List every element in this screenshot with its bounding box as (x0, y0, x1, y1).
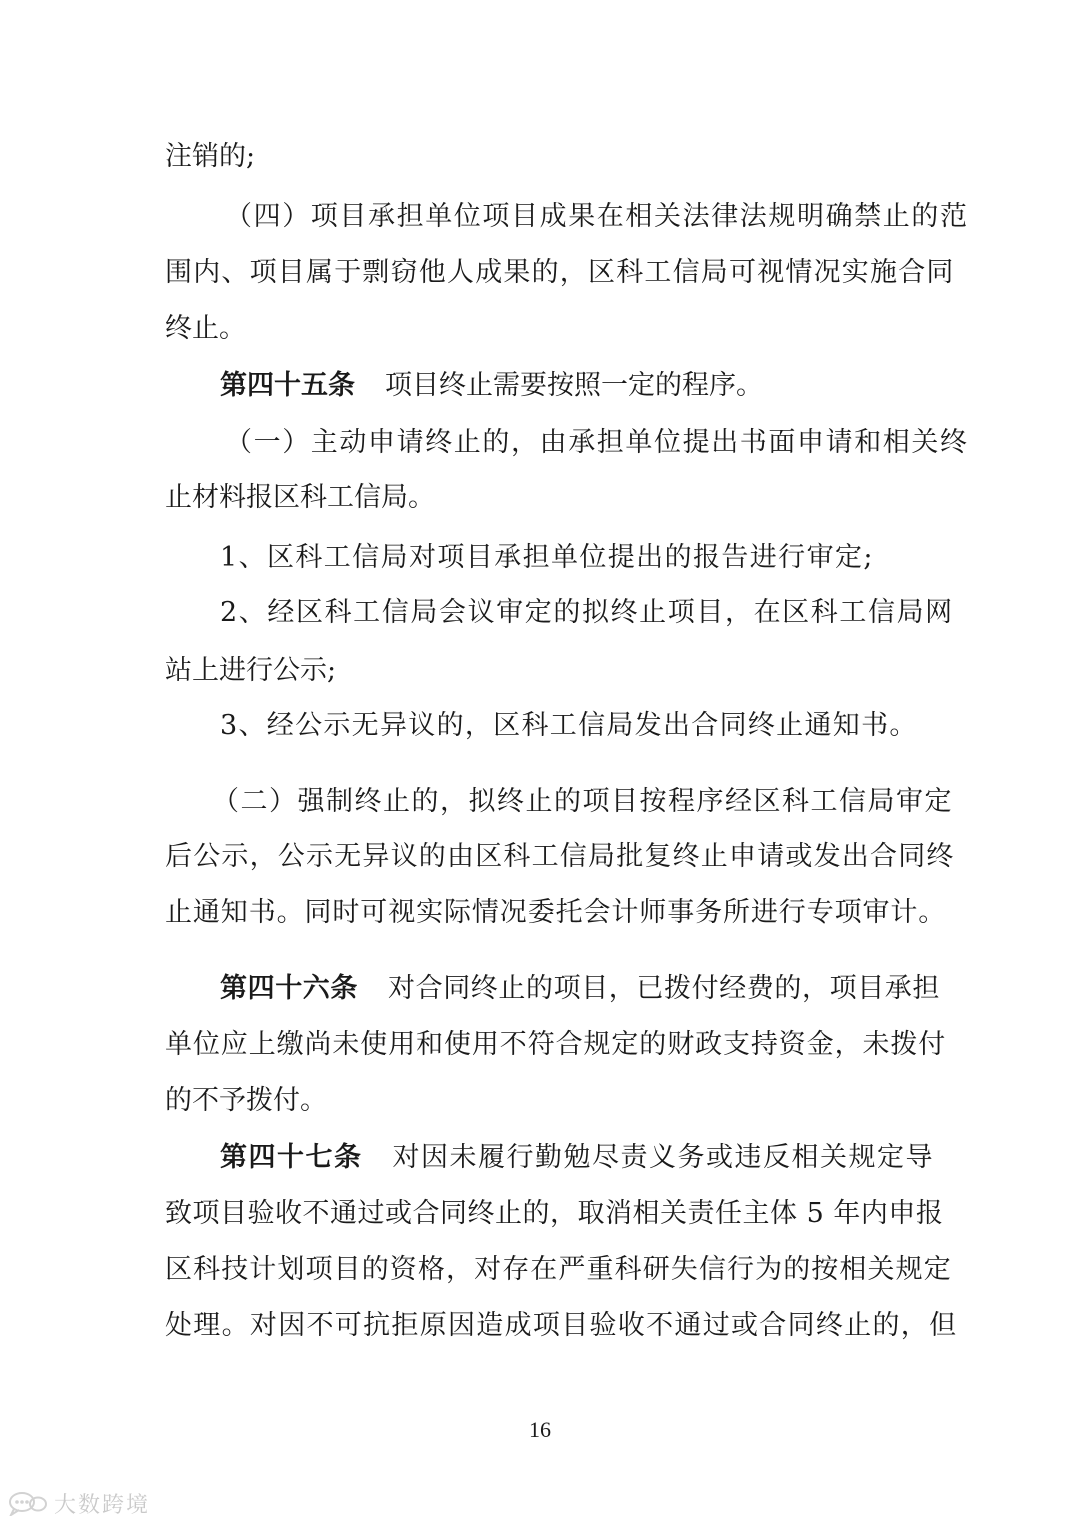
article-47 (220, 1141, 934, 1175)
paragraph-line: 区科技计划项目的资格，对存在严重科研失信行为的按相关规定 (165, 1254, 952, 1285)
paragraph-line: 终止。 (165, 313, 246, 344)
paragraph-line: 的不予拨付。 (165, 1085, 327, 1116)
paragraph-line: 围内、项目属于剽窃他人成果的，区科工信局可视情况实施合同 (165, 257, 955, 288)
watermark-text: 大数跨境 (54, 1492, 151, 1518)
article-46 (220, 972, 940, 1006)
watermark (8, 1488, 150, 1518)
paragraph-line: 1、区科工信局对项目承担单位提出的报告进行审定; (220, 542, 874, 573)
paragraph-line: （四）项目承担单位项目成果在相关法律法规明确禁止的范 (225, 201, 969, 232)
paragraph-line: 致项目验收不通过或合同终止的，取消相关责任主体 5 年内申报 (165, 1198, 944, 1229)
paragraph-line: 2、经区科工信局会议审定的拟终止项目，在区科工信局网 (220, 597, 954, 628)
paragraph-line: （二）强制终止的，拟终止的项目按程序经区科工信局审定 (212, 786, 953, 817)
paragraph-line: 止材料报区科工信局。 (165, 482, 435, 513)
article-heading: 第四十七条 (220, 1142, 363, 1173)
article-text: 对合同终止的项目，已拨付经费的，项目承担 (388, 973, 940, 1004)
paragraph-line: （一）主动申请终止的，由承担单位提出书面申请和相关终 (225, 427, 969, 458)
article-heading: 第四十六条 (220, 973, 358, 1004)
article-heading: 第四十五条 (220, 370, 355, 401)
paragraph-line: 注销的; (165, 141, 256, 172)
paragraph-line: 3、经公示无异议的，区科工信局发出合同终止通知书。 (220, 710, 918, 741)
article-text: 项目终止需要按照一定的程序。 (385, 370, 763, 401)
paragraph-line: 单位应上缴尚未使用和使用不符合规定的财政支持资金，未拨付 (165, 1029, 947, 1060)
page-number: 16 (529, 1417, 551, 1442)
paragraph-line: 止通知书。同时可视实际情况委托会计师事务所进行专项审计。 (165, 897, 947, 928)
article-45 (220, 369, 763, 403)
paragraph-line: 站上进行公示; (165, 655, 337, 686)
paragraph-line: 后公示，公示无异议的由区科工信局批复终止申请或发出合同终 (165, 841, 955, 872)
chat-bubble-icon (8, 1490, 48, 1516)
article-text: 对因未履行勤勉尽责义务或违反相关规定导 (392, 1142, 934, 1173)
paragraph-line: 处理。对因不可抗拒原因造成项目验收不通过或合同终止的，但 (165, 1310, 958, 1341)
